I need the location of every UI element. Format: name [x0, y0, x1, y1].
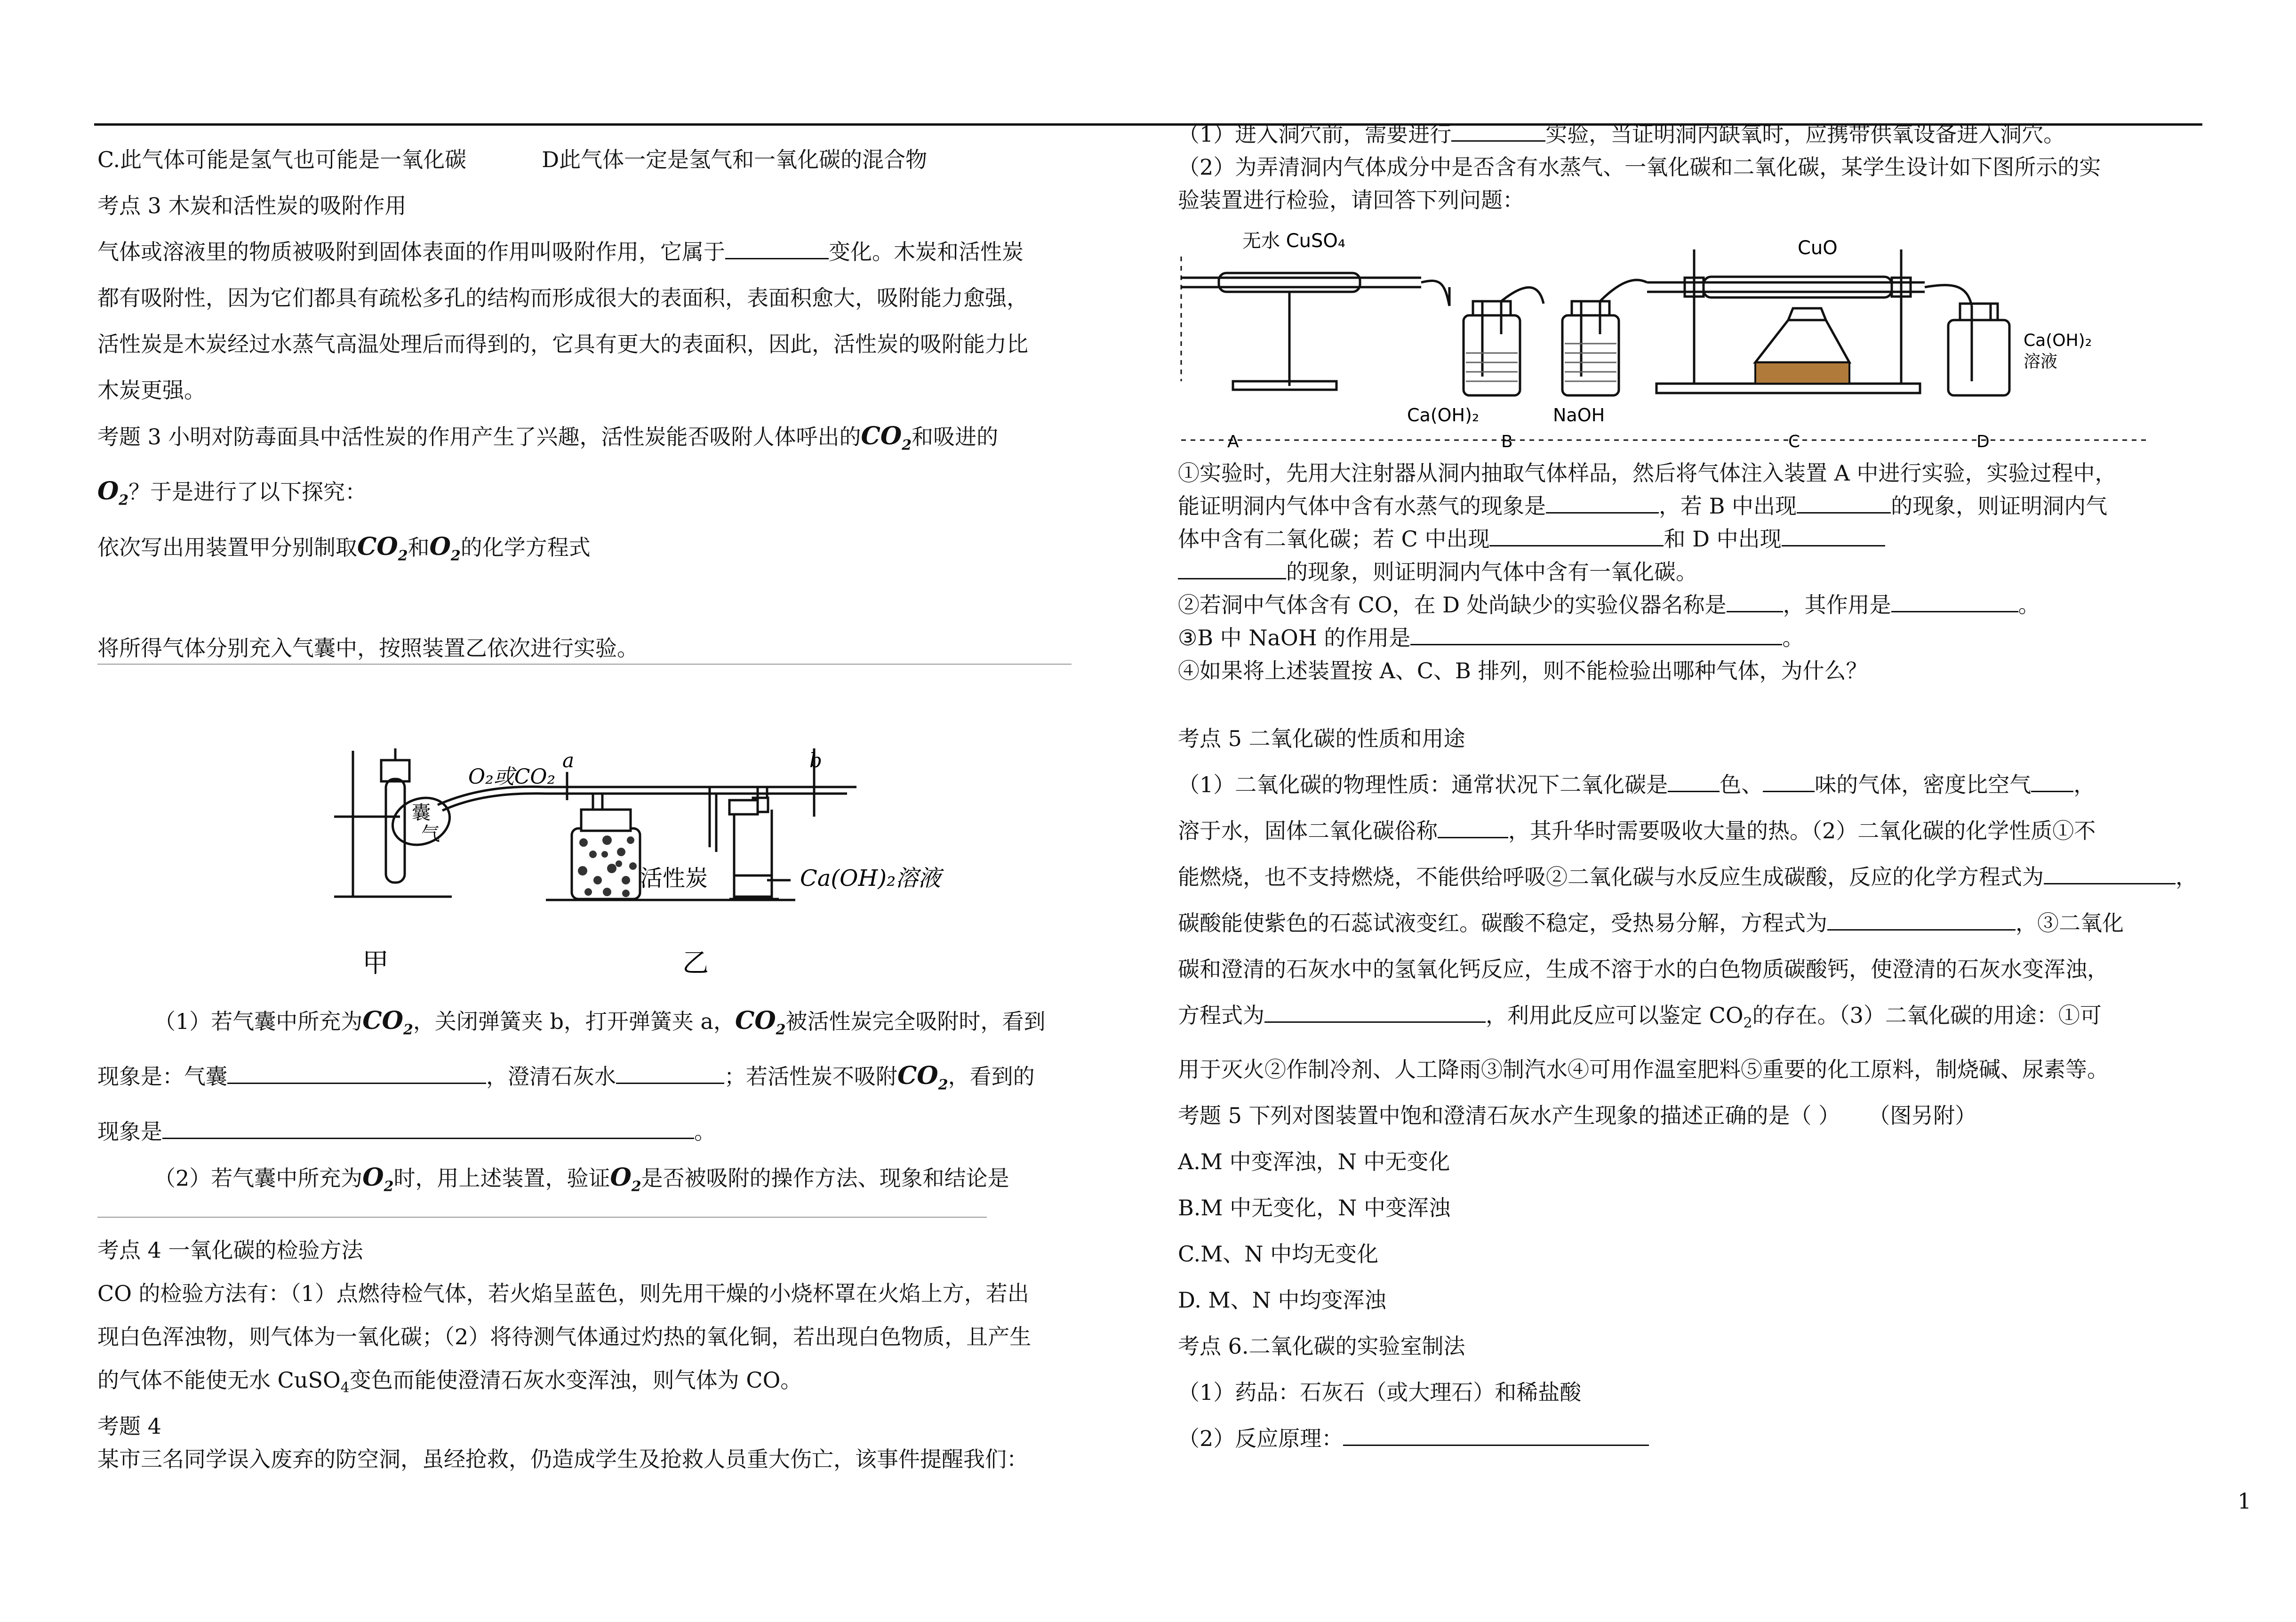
section-heading-4: 考点 4 一氧化碳的检验方法 — [97, 1237, 363, 1263]
answer-blank[interactable] — [1410, 624, 1782, 645]
answer-blank[interactable] — [1891, 591, 2018, 612]
answer-blank[interactable] — [1451, 120, 1545, 142]
r-line: （1）进入洞穴前，需要进行 实验，当证明洞内缺氧时，应携带供氧设备进入洞穴。 — [1178, 121, 2065, 147]
r-line: ②若洞中气体含有 CO，在 D 处尚缺少的实验仪器名称是 ，其作用是 。 — [1178, 592, 2040, 618]
r-line: 溶于水，固体二氧化碳俗称 ，其升华时需要吸收大量的热。（2）二氧化碳的化学性质①不 — [1178, 818, 2096, 843]
label-cuo: CuO — [1798, 237, 1838, 259]
option-c: C.M、N 中均无变化 — [1178, 1241, 1379, 1267]
section-heading-5: 考点 5 二氧化碳的性质和用途 — [1178, 726, 1465, 751]
left-column-lower — [97, 998, 1133, 1210]
q2-line: （2）若气囊中所充为$O_2$时，用上述装置，验证$O_2$是否被吸附的操作方法、现象和结论是 — [154, 1163, 1009, 1195]
para-line: 现白色浑浊物，则气体为一氧化碳；（2）将待测气体通过灼热的氧化铜，若出现白色物质，且产生 — [97, 1324, 1032, 1349]
label-D: D — [1976, 432, 1990, 451]
para-line: 将所得气体分别充入气囊中，按照装置乙依次进行实验。 — [97, 635, 639, 661]
answer-blank[interactable] — [1489, 525, 1664, 546]
q1-line-3: 现象是 。 — [97, 1118, 716, 1144]
answer-blank[interactable] — [1727, 591, 1783, 612]
label-caoh2-d: Ca(OH)₂ — [2024, 331, 2092, 350]
answer-blank[interactable] — [162, 1118, 694, 1139]
answer-blank[interactable] — [1178, 558, 1286, 579]
right-column-top — [1178, 118, 2274, 217]
co2-formula: $CO_2$ — [861, 422, 912, 454]
label-jia: 甲 — [362, 948, 389, 979]
para-line: 的气体不能使无水 CuSO$_4$变色而能使澄清石灰水变浑浊，则气体为 CO。 — [97, 1367, 802, 1397]
page-number: 1 — [2237, 1488, 2251, 1514]
r-line: 能证明洞内气体中含有水蒸气的现象是 ，若 B 中出现 的现象，则证明洞内气 — [1178, 493, 2108, 519]
label-A: A — [1227, 432, 1239, 451]
r-line: （2）反应原理： — [1178, 1415, 2274, 1461]
r-line: 验装置进行检验，请回答下列问题： — [1178, 187, 1524, 213]
label-yi: 乙 — [682, 948, 709, 979]
section-heading-3: 考点 3 木炭和活性炭的吸附作用 — [97, 193, 407, 218]
r-line: ①实验时，先用大注射器从洞内抽取气体样品，然后将气体注入装置 A 中进行实验，实验过程中， — [1178, 460, 2117, 486]
label-activated-carbon: 活性炭 — [640, 865, 708, 891]
option-c-d — [97, 137, 1133, 183]
answer-blank[interactable] — [1797, 492, 1891, 514]
question-3-intro: 考题 3 小明对防毒面具中活性炭的作用产生了兴趣，活性炭能否吸附人体呼出的$CO_2$和吸进的 — [97, 422, 999, 454]
label-bag-1: 囊 — [412, 802, 431, 824]
q1-line: （1）若气囊中所充为$CO_2$，关闭弹簧夹 b，打开弹簧夹 a，$CO_2$被活性炭完全吸附时，看到 — [154, 1006, 1046, 1038]
r-line: 用于灭火②作制冷剂、人工降雨③制汽水④可用作温室肥料⑤重要的化工原料，制烧碱、尿素等。 — [1178, 1057, 2109, 1083]
r-line: ③B 中 NaOH 的作用是 。 — [1178, 625, 1804, 650]
label-caoh2: Ca(OH)₂ — [1407, 405, 1480, 426]
para-line: CO 的检验方法有：（1）点燃待检气体，若火焰呈蓝色，则先用干燥的小烧杯罩在火焰上方，若出 — [97, 1281, 1029, 1306]
label-C: C — [1788, 432, 1800, 451]
r-line: （1）药品：石灰石（或大理石）和稀盐酸 — [1178, 1380, 1582, 1405]
right-column-mid — [1178, 457, 2274, 687]
answer-line[interactable] — [97, 664, 1072, 665]
answer-blank[interactable] — [725, 238, 829, 259]
left-column — [97, 137, 1133, 671]
answer-blank[interactable] — [1343, 1425, 1649, 1446]
answer-blank[interactable] — [1782, 525, 1885, 546]
answer-blank[interactable] — [2044, 863, 2176, 884]
apparatus-figure-jia-yi — [325, 734, 1125, 988]
r-line: 碳和澄清的石灰水中的氢氧化钙反应，生成不溶于水的白色物质碳酸钙，使澄清的石灰水变浑浊， — [1178, 956, 2109, 982]
label-anhydrous-cuso4: 无水 CuSO₄ — [1242, 230, 1345, 252]
answer-blank[interactable] — [1546, 492, 1659, 514]
left-column-bottom — [97, 1229, 1133, 1476]
label-caoh2-solution: Ca(OH)₂溶液 — [800, 865, 941, 891]
right-column-lower — [1178, 715, 2274, 1461]
question-4-heading: 考题 4 — [97, 1413, 161, 1439]
label-gas: O₂或CO₂ — [468, 765, 556, 789]
option-d: D此气体一定是氢气和一氧化碳的混合物 — [542, 147, 928, 172]
r-line: （1）二氧化碳的物理性质：通常状况下二氧化碳是 色、 味的气体，密度比空气 ， — [1178, 772, 2096, 797]
answer-blank[interactable] — [1763, 771, 1815, 792]
label-bag-2: 气 — [421, 823, 440, 845]
option-d: D. M、N 中均变浑浊 — [1178, 1287, 1386, 1313]
option-c: C.此气体可能是氢气也可能是一氧化碳 — [97, 147, 467, 172]
answer-blank[interactable] — [1264, 1002, 1486, 1023]
r-line: ④如果将上述装置按 A、C、B 排列，则不能检验出哪种气体，为什么？ — [1178, 658, 1868, 683]
label-clip-a: a — [562, 749, 575, 772]
para-line: 都有吸附性，因为它们都具有疏松多孔的结构而形成很大的表面积，表面积愈大，吸附能力愈强， — [97, 285, 1028, 311]
section-heading-6: 考点 6.二氧化碳的实验室制法 — [1178, 1333, 1465, 1359]
r-line: 能燃烧，也不支持燃烧，不能供给呼吸②二氧化碳与水反应生成碳酸，反应的化学方程式为 ， — [1178, 864, 2197, 890]
answer-blank[interactable] — [2031, 771, 2073, 792]
r-line: 体中含有二氧化碳；若 C 中出现 和 D 中出现 — [1178, 522, 2274, 555]
answer-blank[interactable] — [616, 1063, 724, 1084]
label-B: B — [1501, 432, 1513, 451]
para-line: 气体或溶液里的物质被吸附到固体表面的作用叫吸附作用，它属于 变化。木炭和活性炭 — [97, 239, 1024, 265]
q1-line-2: 现象是：气囊 ，澄清石灰水 ；若活性炭不吸附$CO_2$，看到的 — [97, 1061, 1035, 1093]
o2-formula: $O_2$ — [97, 477, 129, 509]
answer-blank[interactable] — [1438, 817, 1508, 838]
answer-blank[interactable] — [1827, 909, 2016, 931]
question-5: 考题 5 下列对图装置中饱和澄清石灰水产生现象的描述正确的是（ ） （图另附） — [1178, 1103, 1977, 1129]
option-a: A.M 中变浑浊，N 中无变化 — [1178, 1149, 1450, 1175]
label-clip-b: b — [809, 749, 822, 772]
apparatus-figure-abcd — [1176, 226, 2212, 452]
answer-blank[interactable] — [227, 1063, 486, 1084]
r-line: （2）为弄清洞内气体成分中是否含有水蒸气、一氧化碳和二氧化碳，某学生设计如下图所示的实 — [1178, 154, 2101, 180]
answer-line[interactable] — [97, 1217, 987, 1218]
option-b: B.M 中无变化，N 中变浑浊 — [1178, 1195, 1451, 1221]
label-solution-d: 溶液 — [2024, 352, 2058, 371]
answer-blank[interactable] — [1668, 771, 1720, 792]
para-line: 某市三名同学误入废弃的防空洞，虽经抢救，仍造成学生及抢救人员重大伤亡，该事件提醒我们： — [97, 1446, 1028, 1472]
para-line: 依次写出用装置甲分别制取$CO_2$和$O_2$的化学方程式 — [97, 532, 591, 564]
para-line: 木炭更强。 — [97, 377, 206, 403]
label-naoh: NaOH — [1553, 405, 1605, 426]
r-line: 方程式为 ，利用此反应可以鉴定 $CO_2$的存在。（3）二氧化碳的用途：①可 — [1178, 1003, 2102, 1032]
r-line: 碳酸能使紫色的石蕊试液变红。碳酸不稳定，受热易分解，方程式为 ，③二氧化 — [1178, 910, 2124, 936]
para-line: 活性炭是木炭经过水蒸气高温处理后而得到的，它具有更大的表面积，因此，活性炭的吸附能力比 — [97, 331, 1028, 357]
para-line: $O_2$？于是进行了以下探究： — [97, 477, 367, 509]
r-line: 的现象，则证明洞内气体中含有一氧化碳。 — [1178, 555, 2274, 588]
